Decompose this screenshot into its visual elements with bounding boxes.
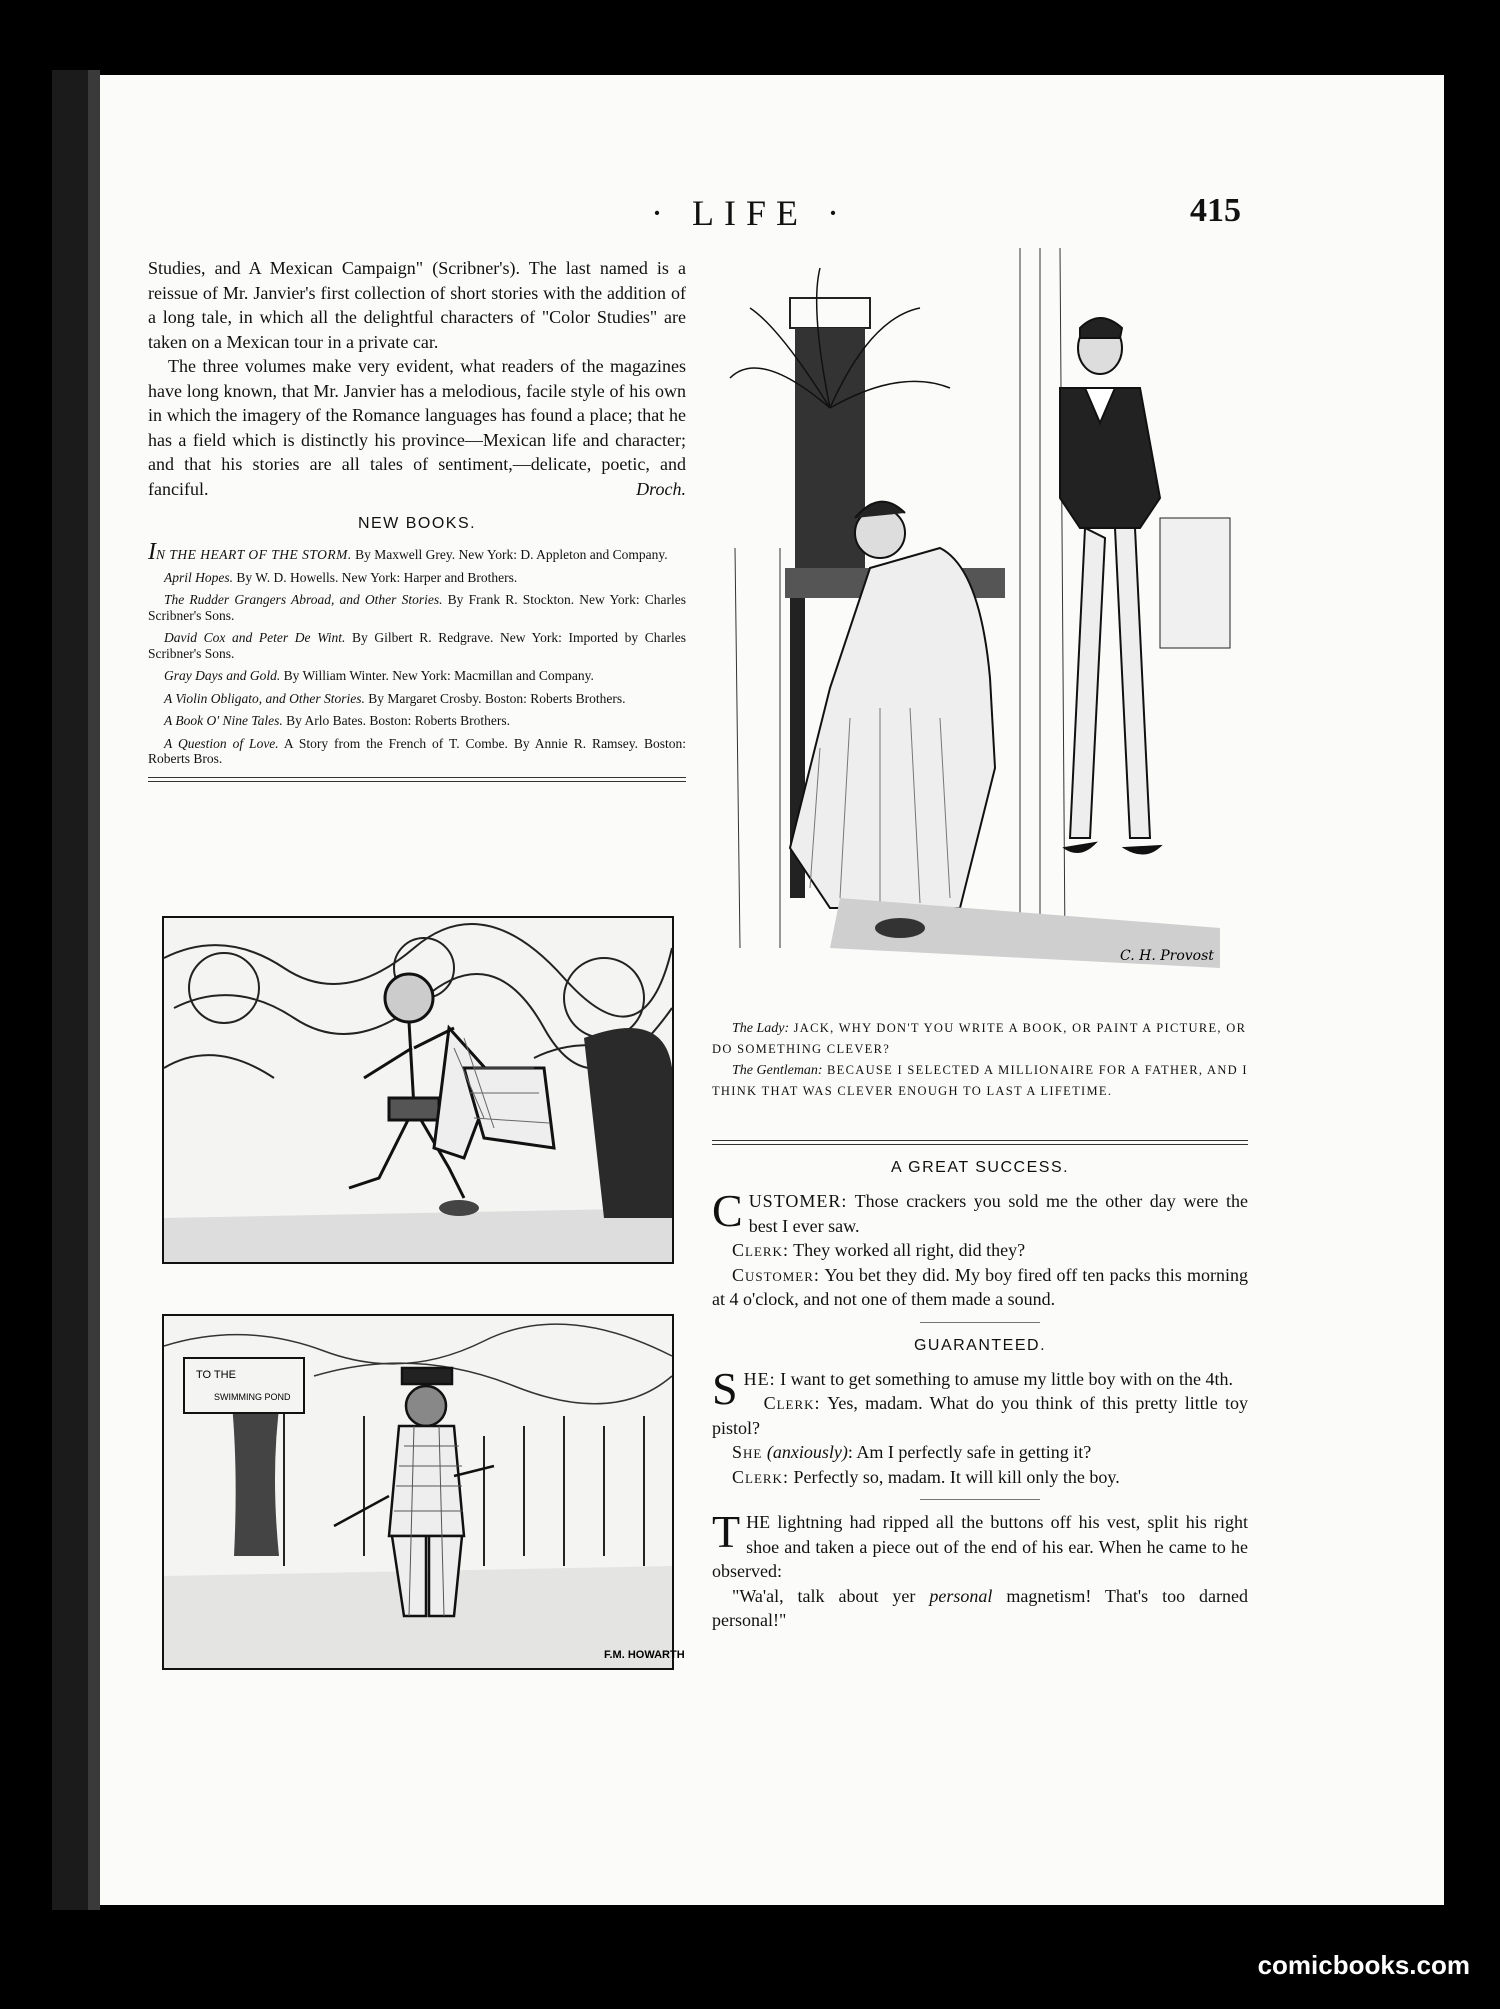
joke-line: C USTOMER: Those crackers you sold me the other day were the best I ever saw. (712, 1185, 1248, 1236)
joke-line: Clerk: Perfectly so, madam. It will kill only the boy. (732, 1466, 1120, 1487)
book-entry: David Cox and Peter De Wint. By Gilbert R. Redgrave. New York: Imported by Charles Scribner's Sons. (148, 630, 686, 661)
review-paragraph: The three volumes make very evident, what readers of the magazines have long known, that Mr. Janvier has a melodious, facile style of his own in which the imagery of the Romance languages has found a place; that he has a field which is distinctly his province—Mexican life and character; and that his stories are all tales of sentiment,—delicate, poetic, and fanciful. Droch. (148, 354, 686, 501)
book-entry: A Violin Obligato, and Other Stories. By Margaret Crosby. Boston: Roberts Brothers. (164, 690, 626, 706)
caption-line: The Gentleman: BECAUSE I SELECTED A MILLIONAIRE FOR A FATHER, AND I THINK THAT WAS CLEVER ENOUGH TO LAST A LIFETIME. (712, 1063, 1248, 1098)
illustration-artist-signature: C. H. Provost (1120, 948, 1214, 964)
illustration-caption (712, 1018, 1250, 1102)
drop-cap: C (712, 1185, 743, 1236)
page-header (0, 192, 1500, 232)
book-entry: IN THE HEART OF THE STORM. By Maxwell Grey. New York: D. Appleton and Company. (148, 539, 668, 565)
book-entry: A Question of Love. A Story from the French of T. Combe. By Annie R. Ramsey. Boston: Roberts Bros. (148, 735, 686, 766)
joke-line: "Wa'al, talk about yer personal magnetism! That's too darned personal!" (712, 1585, 1249, 1630)
illustration-lady-and-gentleman (720, 248, 1250, 998)
new-books-list (148, 539, 687, 767)
drop-cap: S (712, 1362, 738, 1414)
book-entry: Gray Days and Gold. By William Winter. New York: Macmillan and Company. (164, 668, 594, 683)
short-rule (920, 1322, 1040, 1323)
caption-line: The Lady: JACK, WHY DON'T YOU WRITE A BOOK, OR PAINT A PICTURE, OR DO SOMETHING CLEVER? (712, 1021, 1247, 1056)
cartoon-frame-1 (162, 916, 674, 1264)
joke-line: S HE: I want to get something to amuse my little boy with on the 4th. (712, 1362, 1234, 1414)
masthead: · LIFE · (651, 193, 849, 233)
caption-speaker: The Lady: (732, 1021, 790, 1036)
cartoon-frame-2 (162, 1314, 685, 1670)
page-number: 415 (1190, 192, 1241, 229)
joke-line: Customer: You bet they did. My boy fired off ten packs this morning at 4 o'clock, and not one of them made a sound. (712, 1264, 1248, 1309)
right-column (712, 1130, 1248, 1633)
section-divider (712, 1140, 1248, 1145)
book-entry: April Hopes. By W. D. Howells. New York: Harper and Brothers. (164, 569, 518, 585)
sign-text: TO THE (196, 1369, 236, 1381)
section-divider (148, 777, 686, 782)
cartoon-boy-with-clothes-image (164, 918, 672, 1262)
review-paragraph: Studies, and A Mexican Campaign" (Scribner's). The last named is a reissue of Mr. Janvier's first collection of short stories with the addition of a long tale, in which all the delightful characters of "Color Studies" are taken on a Mexican tour in a private car. (148, 258, 686, 352)
joke-line: Clerk: Yes, madam. What do you think of this pretty little toy pistol? (712, 1393, 1248, 1438)
guaranteed-heading: GUARANTEED. (913, 1336, 1047, 1354)
joke-line: T HE lightning had ripped all the buttons off his vest, split his right shoe and taken a piece out of the end of his ear. When he came to he observed: (712, 1506, 1248, 1581)
illustration-image (720, 248, 1250, 998)
joke-line: Clerk: They worked all right, did they? (732, 1240, 1026, 1260)
book-entry: The Rudder Grangers Abroad, and Other Stories. By Frank R. Stockton. New York: Charles Scribner's Sons. (148, 592, 687, 623)
great-success-heading: A GREAT SUCCESS. (890, 1159, 1070, 1176)
cartoon-boy-at-swimming-pond-image (164, 1316, 685, 1668)
cartoon-artist-signature: F.M. HOWARTH (604, 1649, 685, 1661)
drop-cap: T (712, 1506, 741, 1557)
short-rule (920, 1499, 1040, 1500)
joke-line: She (anxiously): Am I perfectly safe in getting it? (732, 1442, 1092, 1462)
review-signature: Droch. (636, 478, 686, 499)
book-entry: A Book O' Nine Tales. By Arlo Bates. Boston: Roberts Brothers. (164, 713, 511, 728)
caption-speaker: The Gentleman: (732, 1063, 823, 1078)
swimming-pond-sign (184, 1358, 304, 1413)
binding-edge (52, 70, 100, 1910)
site-watermark: comicbooks.com (1257, 1950, 1470, 1980)
sign-text: SWIMMING POND (214, 1392, 291, 1402)
new-books-heading: NEW BOOKS. (357, 515, 477, 532)
left-column (148, 256, 686, 792)
